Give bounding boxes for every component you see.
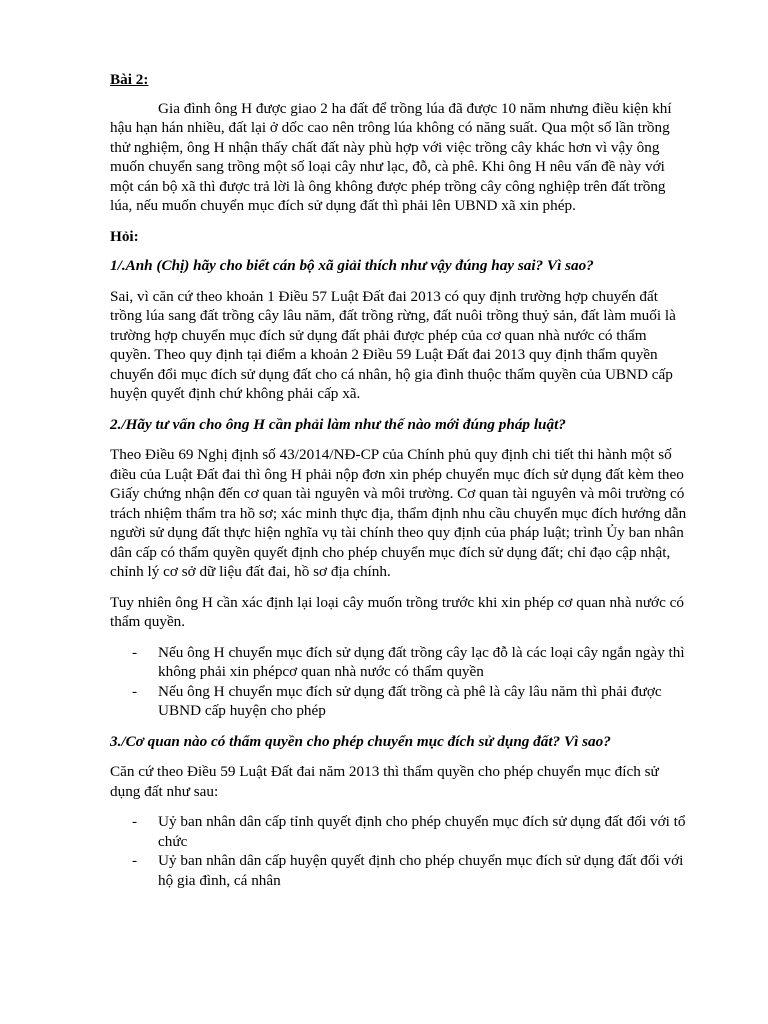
answer-3-list	[110, 812, 690, 890]
question-2: 2./Hãy tư vấn cho ông H cần phải làm như thế nào mới đúng pháp luật?	[110, 415, 566, 433]
answer-2-paragraph-1: Theo Điều 69 Nghị định số 43/2014/NĐ-CP của Chính phủ quy định chi tiết thi hành một số điều của Luật Đất đai thì ông H phải nộp đơn xin phép chuyển mục đích sử dụng đất kèm theo Giấy chứng nhận đến cơ quan tài nguyên và môi trường. Cơ quan tài nguyên và môi trường có trách nhiệm thẩm tra hồ sơ; xác minh thực địa, thẩm định nhu cầu chuyển mục đích hướng dẫn người sử dụng đất thực hiện nghĩa vụ tài chính theo quy định của pháp luật; trình Ủy ban nhân dân cấp có thẩm quyền quyết định cho phép chuyển mục đích sử dụng đất; chỉ đạo cập nhật, chỉnh lý cơ sở dữ liệu đất đai, hồ sơ địa chính.	[110, 446, 687, 580]
answer-2-paragraph-2: Tuy nhiên ông H cần xác định lại loại cây muốn trồng trước khi xin phép cơ quan nhà nước có thẩm quyền.	[110, 593, 684, 630]
list-item	[110, 643, 690, 682]
dash-bullet: -	[132, 813, 138, 830]
exercise-title: Bài 2:	[110, 71, 149, 88]
answer-2-list	[110, 643, 690, 721]
dash-bullet: -	[132, 643, 138, 661]
list-item-text: Nếu ông H chuyển mục đích sử dụng đất trồng cà phê là cây lâu năm thì phải được UBND cấp huyện cho phép	[158, 682, 662, 719]
answer-3-paragraph-1: Căn cứ theo Điều 59 Luật Đất đai năm 2013 thì thẩm quyền cho phép chuyển mục đích sử dụng đất như sau:	[110, 763, 659, 800]
document-body	[110, 70, 690, 901]
list-item	[110, 682, 690, 721]
answer-1: Sai, vì căn cứ theo khoản 1 Điều 57 Luật Đất đai 2013 có quy định trường hợp chuyển đất trồng lúa sang đất trồng cây lâu năm, đất trồng rừng, đất nuôi trồng thuỷ sản, đất làm muối là trường hợp chuyển mục đích sử dụng đất phải được phép của cơ quan nhà nước có thẩm quyền. Theo quy định tại điểm a khoản 2 Điều 59 Luật Đất đai 2013 quy định thẩm quyền chuyển đổi mục đích sử dụng đất cho cá nhân, hộ gia đình thuộc thẩm quyền của UBND cấp huyện quyết định chứ không phải cấp xã.	[110, 287, 676, 402]
list-item-text: Nếu ông H chuyển mục đích sử dụng đất trồng cây lạc đỗ là các loại cây ngắn ngày thì không phải xin phépcơ quan nhà nước có thẩm quyền	[158, 643, 685, 680]
dash-bullet: -	[132, 682, 138, 700]
list-item	[110, 851, 690, 890]
question-3: 3./Cơ quan nào có thẩm quyền cho phép chuyển mục đích sử dụng đất? Vì sao?	[110, 732, 611, 750]
list-item-text: Uỷ ban nhân dân cấp tỉnh quyết định cho phép chuyển mục đích sử dụng đất đối với tổ chức	[158, 813, 686, 850]
questions-heading: Hỏi:	[110, 227, 139, 245]
list-item-text: Uỷ ban nhân dân cấp huyện quyết định cho phép chuyển mục đích sử dụng đất đối với hộ gia đình, cá nhân	[158, 852, 684, 889]
dash-bullet: -	[132, 852, 138, 869]
intro-paragraph: Gia đình ông H được giao 2 ha đất để trồng lúa đã được 10 năm nhưng điều kiện khí hậu hạn hán nhiều, đất lại ở dốc cao nên trông lúa không có năng suất. Qua một số lần trồng thử nghiệm, ông H nhận thấy chất đất này phù hợp với việc trồng cây khác hơn vì vậy ông muốn chuyển sang trồng một số loại cây như lạc, đỗ, cà phê. Khi ông H nêu vấn đề này với một cán bộ xã thì được trả lời là ông không được phép trồng cây công nghiệp trên đất trồng lúa, nếu muốn chuyển mục đích sử dụng đất thì phải lên UBND xã xin phép.	[110, 99, 672, 214]
list-item	[110, 812, 690, 851]
question-1: 1/.Anh (Chị) hãy cho biết cán bộ xã giải thích như vậy đúng hay sai? Vì sao?	[110, 257, 594, 274]
